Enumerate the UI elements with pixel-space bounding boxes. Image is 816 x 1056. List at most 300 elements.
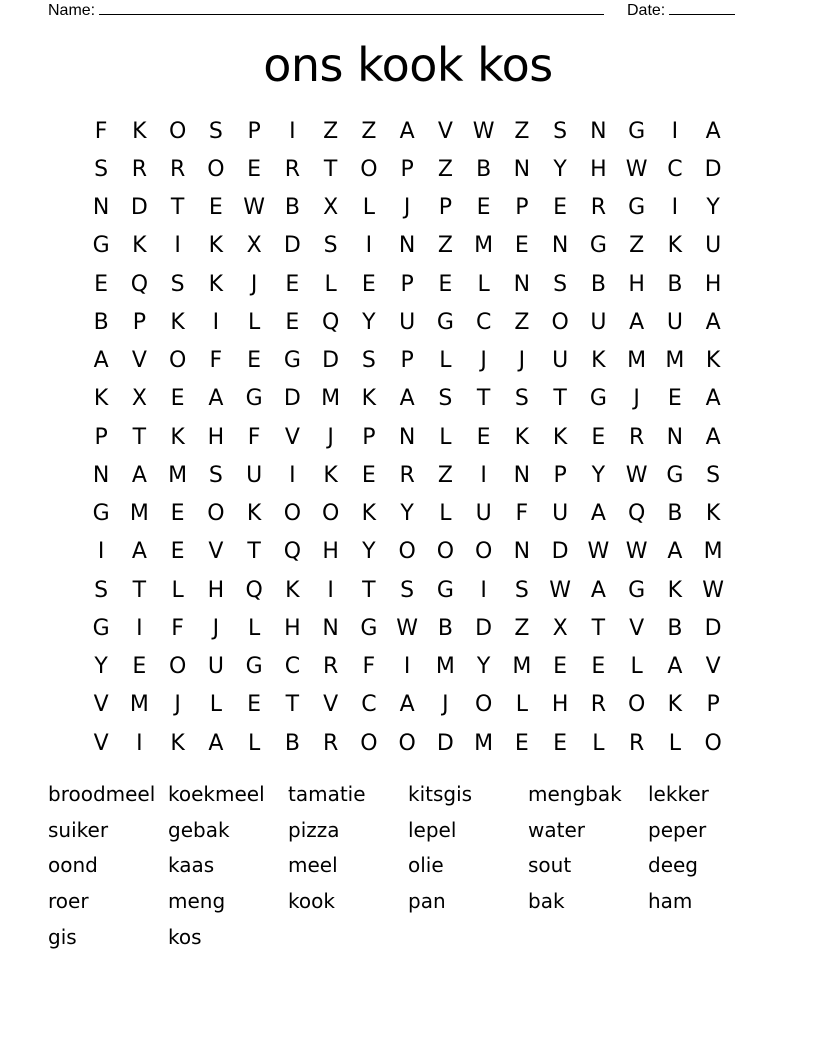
grid-letter: T <box>591 615 606 641</box>
word-list-item: suiker <box>48 817 109 842</box>
grid-letter: L <box>247 730 261 756</box>
grid-letter: K <box>361 386 377 412</box>
word-list-item: bak <box>528 888 565 913</box>
grid-letter: U <box>246 462 263 488</box>
grid-letter: I <box>289 118 296 144</box>
grid-letter: C <box>475 309 492 335</box>
grid-letter: X <box>246 233 262 259</box>
grid-letter: S <box>208 462 223 488</box>
grid-letter: S <box>94 156 109 182</box>
grid-letter: A <box>131 462 147 488</box>
grid-letter: M <box>129 692 149 718</box>
grid-letter: D <box>322 348 340 374</box>
grid-letter: S <box>514 577 529 603</box>
word-list-item: gis <box>48 924 77 949</box>
grid-letter: Y <box>400 501 414 527</box>
date-blank-line[interactable] <box>669 0 735 15</box>
grid-letter: V <box>437 118 453 144</box>
grid-letter: K <box>667 233 683 259</box>
grid-letter: O <box>704 730 722 756</box>
grid-letter: L <box>247 309 261 335</box>
grid-letter: K <box>285 577 300 603</box>
grid-letter: L <box>592 730 605 756</box>
grid-letter: D <box>130 195 148 221</box>
grid-letter: E <box>247 692 262 718</box>
grid-letter: P <box>553 462 567 488</box>
grid-letter: B <box>284 195 300 221</box>
grid-letter: G <box>628 577 646 603</box>
grid-letter: E <box>514 233 529 259</box>
grid-letter: A <box>590 501 606 527</box>
grid-letter: O <box>207 501 225 527</box>
word-list-item: gebak <box>168 817 230 842</box>
grid-letter: C <box>284 654 301 680</box>
grid-letter: S <box>361 348 376 374</box>
grid-letter: E <box>476 424 491 450</box>
grid-letter: G <box>92 501 110 527</box>
grid-letter: Z <box>437 156 453 182</box>
grid-letter: K <box>514 424 530 450</box>
grid-letter: G <box>283 348 301 374</box>
grid-letter: X <box>323 195 339 221</box>
grid-letter: K <box>323 462 338 488</box>
grid-letter: U <box>552 348 569 374</box>
grid-letter: P <box>94 424 108 450</box>
grid-letter: E <box>553 730 568 756</box>
grid-letter: N <box>92 195 110 221</box>
grid-letter: U <box>552 501 569 527</box>
grid-letter: W <box>549 577 571 603</box>
grid-letter: A <box>667 539 683 565</box>
grid-letter: Q <box>321 309 340 335</box>
grid-letter: K <box>705 348 721 374</box>
word-list-item: roer <box>48 888 89 913</box>
grid-letter: V <box>284 424 300 450</box>
word-list-item: oond <box>48 853 98 878</box>
grid-letter: B <box>667 501 683 527</box>
grid-letter: J <box>403 195 411 221</box>
grid-letter: J <box>480 348 487 374</box>
word-list-item: koekmeel <box>168 781 265 806</box>
grid-letter: J <box>212 615 220 641</box>
grid-letter: G <box>628 195 646 221</box>
grid-letter: K <box>208 233 224 259</box>
grid-letter: F <box>247 424 261 450</box>
word-list-item: kitsgis <box>408 781 473 806</box>
grid-letter: R <box>628 730 645 756</box>
grid-letter: T <box>323 156 338 182</box>
word-list-item: lepel <box>408 817 457 842</box>
grid-letter: R <box>590 692 607 718</box>
word-list-item: mengbak <box>528 781 622 806</box>
grid-letter: E <box>247 348 262 374</box>
grid-letter: M <box>168 462 188 488</box>
grid-letter: L <box>439 424 452 450</box>
grid-letter: K <box>705 501 721 527</box>
grid-letter: A <box>399 386 415 412</box>
grid-letter: N <box>92 462 110 488</box>
grid-letter: E <box>361 462 376 488</box>
grid-letter: A <box>705 386 721 412</box>
grid-letter: O <box>436 539 455 565</box>
grid-letter: T <box>476 386 491 412</box>
grid-letter: S <box>706 462 721 488</box>
grid-letter: S <box>94 577 109 603</box>
grid-letter: I <box>671 118 679 144</box>
grid-letter: M <box>321 386 341 412</box>
grid-letter: W <box>396 615 418 641</box>
word-list-item: meng <box>168 888 226 913</box>
grid-letter: J <box>327 424 334 450</box>
grid-letter: E <box>170 539 185 565</box>
grid-letter: A <box>399 118 415 144</box>
grid-letter: E <box>285 309 300 335</box>
grid-letter: I <box>403 654 411 680</box>
date-field[interactable] <box>627 0 735 20</box>
grid-letter: W <box>587 539 610 565</box>
word-list-item: kaas <box>168 853 215 878</box>
grid-letter: L <box>515 692 528 718</box>
grid-letter: X <box>552 615 568 641</box>
grid-letter: H <box>590 156 607 182</box>
grid-letter: N <box>513 462 531 488</box>
grid-letter: J <box>633 386 640 412</box>
grid-letter: I <box>174 233 181 259</box>
grid-letter: G <box>436 309 454 335</box>
grid-letter: J <box>518 348 526 374</box>
grid-letter: Z <box>514 615 530 641</box>
grid-letter: K <box>132 118 147 144</box>
grid-letter: O <box>360 156 378 182</box>
grid-letter: R <box>322 654 339 680</box>
grid-letter: U <box>590 309 607 335</box>
grid-letter: N <box>322 615 339 641</box>
grid-letter: B <box>284 730 300 756</box>
word-list-item: deeg <box>648 853 698 878</box>
grid-letter: L <box>630 654 643 680</box>
grid-letter: L <box>324 271 337 297</box>
grid-letter: P <box>706 692 720 718</box>
grid-letter: W <box>702 577 724 603</box>
grid-letter: C <box>361 692 377 718</box>
grid-letter: D <box>704 615 722 641</box>
grid-letter: Z <box>514 118 530 144</box>
grid-letter: E <box>208 195 223 221</box>
grid-letter: A <box>667 654 683 680</box>
grid-letter: N <box>398 233 416 259</box>
grid-letter: Y <box>362 309 376 335</box>
grid-letter: S <box>553 271 568 297</box>
grid-letter: B <box>590 271 606 297</box>
grid-letter: P <box>247 118 261 144</box>
grid-letter: K <box>552 424 568 450</box>
grid-letter: G <box>436 577 454 603</box>
grid-letter: S <box>514 386 529 412</box>
grid-letter: B <box>667 615 683 641</box>
grid-letter: V <box>629 615 645 641</box>
grid-letter: Y <box>591 462 606 488</box>
grid-letter: A <box>208 730 224 756</box>
grid-letter: L <box>209 692 222 718</box>
grid-letter: G <box>360 615 378 641</box>
grid-letter: I <box>327 577 334 603</box>
grid-letter: Y <box>94 654 108 680</box>
grid-letter: S <box>438 386 453 412</box>
grid-letter: O <box>398 539 416 565</box>
grid-letter: K <box>361 501 377 527</box>
grid-letter: B <box>667 271 683 297</box>
grid-letter: R <box>590 195 607 221</box>
grid-letter: H <box>704 271 722 297</box>
grid-letter: D <box>283 386 301 412</box>
grid-letter: M <box>474 233 494 259</box>
grid-letter: M <box>474 730 494 756</box>
grid-letter: P <box>438 195 453 221</box>
grid-letter: K <box>591 348 606 374</box>
grid-letter: R <box>284 156 301 182</box>
grid-letter: K <box>208 271 224 297</box>
date-label: Date: <box>627 2 666 19</box>
grid-letter: G <box>245 654 263 680</box>
grid-letter: K <box>132 233 147 259</box>
grid-letter: R <box>322 730 339 756</box>
grid-letter: M <box>627 348 647 374</box>
grid-letter: N <box>666 424 684 450</box>
grid-letter: L <box>171 577 184 603</box>
grid-letter: T <box>362 577 376 603</box>
grid-letter: E <box>553 195 568 221</box>
word-list-item: pizza <box>288 817 340 842</box>
grid-letter: E <box>553 654 568 680</box>
grid-letter: B <box>437 615 453 641</box>
grid-letter: K <box>170 424 185 450</box>
grid-letter: G <box>589 386 607 412</box>
grid-letter: I <box>212 309 220 335</box>
grid-letter: L <box>362 195 375 221</box>
grid-letter: H <box>207 424 225 450</box>
grid-letter: Z <box>437 462 453 488</box>
grid-letter: Q <box>130 271 149 297</box>
grid-letter: R <box>131 156 148 182</box>
grid-letter: L <box>247 615 261 641</box>
grid-letter: I <box>136 730 143 756</box>
grid-letter: Q <box>627 501 646 527</box>
grid-letter: T <box>247 539 261 565</box>
grid-letter: L <box>668 730 681 756</box>
grid-letter: V <box>93 730 109 756</box>
grid-letter: K <box>667 692 683 718</box>
grid-letter: V <box>131 348 147 374</box>
grid-letter: E <box>285 271 300 297</box>
word-list-item: kook <box>288 888 335 913</box>
grid-letter: N <box>513 156 531 182</box>
grid-letter: G <box>666 462 684 488</box>
grid-letter: B <box>93 309 109 335</box>
grid-letter: P <box>515 195 529 221</box>
grid-letter: A <box>705 118 721 144</box>
grid-letter: Z <box>629 233 645 259</box>
word-list-item: kos <box>168 924 202 949</box>
grid-letter: N <box>551 233 569 259</box>
grid-letter: D <box>436 730 454 756</box>
grid-letter: I <box>365 233 373 259</box>
grid-letter: L <box>439 501 452 527</box>
grid-letter: H <box>551 692 569 718</box>
grid-letter: I <box>136 615 143 641</box>
grid-letter: A <box>93 348 109 374</box>
grid-letter: G <box>628 118 646 144</box>
grid-letter: M <box>435 654 455 680</box>
grid-letter: V <box>208 539 224 565</box>
grid-letter: N <box>513 539 531 565</box>
grid-letter: T <box>170 195 185 221</box>
word-list <box>48 776 768 954</box>
grid-letter: D <box>283 233 301 259</box>
grid-letter: F <box>515 501 529 527</box>
word-list-item: sout <box>528 853 572 878</box>
word-list-item: water <box>528 817 585 842</box>
page-title: ons kook kos <box>263 38 553 92</box>
grid-letter: A <box>629 309 645 335</box>
grid-letter: W <box>243 195 265 221</box>
grid-letter: O <box>321 501 340 527</box>
grid-letter: I <box>671 195 679 221</box>
grid-letter: W <box>625 539 648 565</box>
grid-letter: M <box>703 539 723 565</box>
grid-letter: M <box>129 501 149 527</box>
word-list-item: olie <box>408 853 444 878</box>
grid-letter: L <box>439 348 452 374</box>
grid-letter: E <box>476 195 491 221</box>
grid-letter: J <box>174 692 181 718</box>
grid-letter: E <box>132 654 147 680</box>
grid-letter: Z <box>323 118 339 144</box>
grid-letter: A <box>705 424 721 450</box>
grid-letter: U <box>666 309 683 335</box>
word-list-item: broodmeel <box>48 781 156 806</box>
grid-letter: P <box>400 156 414 182</box>
grid-letter: J <box>250 271 258 297</box>
grid-letter: I <box>289 462 296 488</box>
word-list-item: ham <box>648 888 693 913</box>
grid-letter: D <box>475 615 493 641</box>
grid-letter: U <box>705 233 722 259</box>
word-list-item: pan <box>408 888 446 913</box>
grid-letter: M <box>665 348 685 374</box>
grid-letter: W <box>472 118 495 144</box>
grid-letter: Y <box>362 539 376 565</box>
grid-letter: P <box>400 271 414 297</box>
grid-letter: U <box>207 654 224 680</box>
grid-letter: E <box>170 386 185 412</box>
grid-letter: J <box>442 692 449 718</box>
grid-letter: O <box>168 348 187 374</box>
grid-letter: E <box>361 271 376 297</box>
grid-letter: O <box>474 539 493 565</box>
word-list-item: lekker <box>648 781 709 806</box>
grid-letter: I <box>97 539 105 565</box>
grid-letter: F <box>209 348 223 374</box>
grid-letter: I <box>480 577 487 603</box>
grid-letter: O <box>398 730 416 756</box>
grid-letter: R <box>169 156 186 182</box>
grid-letter: K <box>246 501 262 527</box>
grid-letter: O <box>283 501 302 527</box>
grid-letter: E <box>94 271 109 297</box>
grid-letter: P <box>132 309 147 335</box>
word-search-grid <box>82 112 734 762</box>
grid-letter: F <box>171 615 184 641</box>
grid-letter: E <box>667 386 682 412</box>
grid-letter: S <box>170 271 185 297</box>
grid-letter: D <box>704 156 722 182</box>
grid-letter: K <box>170 730 185 756</box>
grid-letter: G <box>92 615 110 641</box>
grid-letter: S <box>553 118 568 144</box>
grid-letter: G <box>245 386 263 412</box>
grid-letter: O <box>168 654 187 680</box>
grid-letter: M <box>512 654 532 680</box>
grid-letter: O <box>474 692 493 718</box>
grid-letter: U <box>399 309 416 335</box>
grid-letter: G <box>92 233 110 259</box>
grid-letter: A <box>590 577 606 603</box>
grid-letter: N <box>590 118 607 144</box>
grid-letter: O <box>168 118 187 144</box>
grid-letter: T <box>285 692 300 718</box>
grid-letter: H <box>207 577 225 603</box>
grid-letter: E <box>170 501 185 527</box>
grid-letter: I <box>480 462 487 488</box>
grid-letter: W <box>625 462 648 488</box>
grid-letter: F <box>362 654 376 680</box>
name-blank-line[interactable] <box>99 0 604 15</box>
grid-letter: K <box>667 577 683 603</box>
grid-letter: K <box>93 386 109 412</box>
grid-letter: N <box>513 271 531 297</box>
grid-letter: E <box>591 424 606 450</box>
grid-letter: U <box>475 501 492 527</box>
grid-letter: E <box>591 654 606 680</box>
grid-letter: D <box>551 539 569 565</box>
grid-letter: L <box>477 271 490 297</box>
grid-letter: F <box>94 118 108 144</box>
grid-letter: T <box>132 577 147 603</box>
grid-letter: A <box>208 386 224 412</box>
grid-letter: G <box>589 233 607 259</box>
grid-letter: H <box>628 271 645 297</box>
grid-letter: E <box>514 730 529 756</box>
grid-letter: O <box>207 156 225 182</box>
name-label: Name: <box>48 2 96 19</box>
grid-letter: S <box>400 577 415 603</box>
header <box>48 0 748 20</box>
grid-letter: Z <box>514 309 530 335</box>
word-list-item: peper <box>648 817 707 842</box>
grid-letter: H <box>322 539 339 565</box>
grid-letter: O <box>551 309 569 335</box>
grid-letter: E <box>438 271 453 297</box>
word-list-item: tamatie <box>288 781 366 806</box>
name-field[interactable] <box>48 0 604 20</box>
grid-letter: A <box>131 539 147 565</box>
grid-letter: T <box>553 386 567 412</box>
grid-letter: A <box>705 309 721 335</box>
grid-letter: Q <box>245 577 263 603</box>
grid-letter: A <box>399 692 415 718</box>
grid-letter: E <box>247 156 262 182</box>
word-list-item: meel <box>288 853 338 878</box>
